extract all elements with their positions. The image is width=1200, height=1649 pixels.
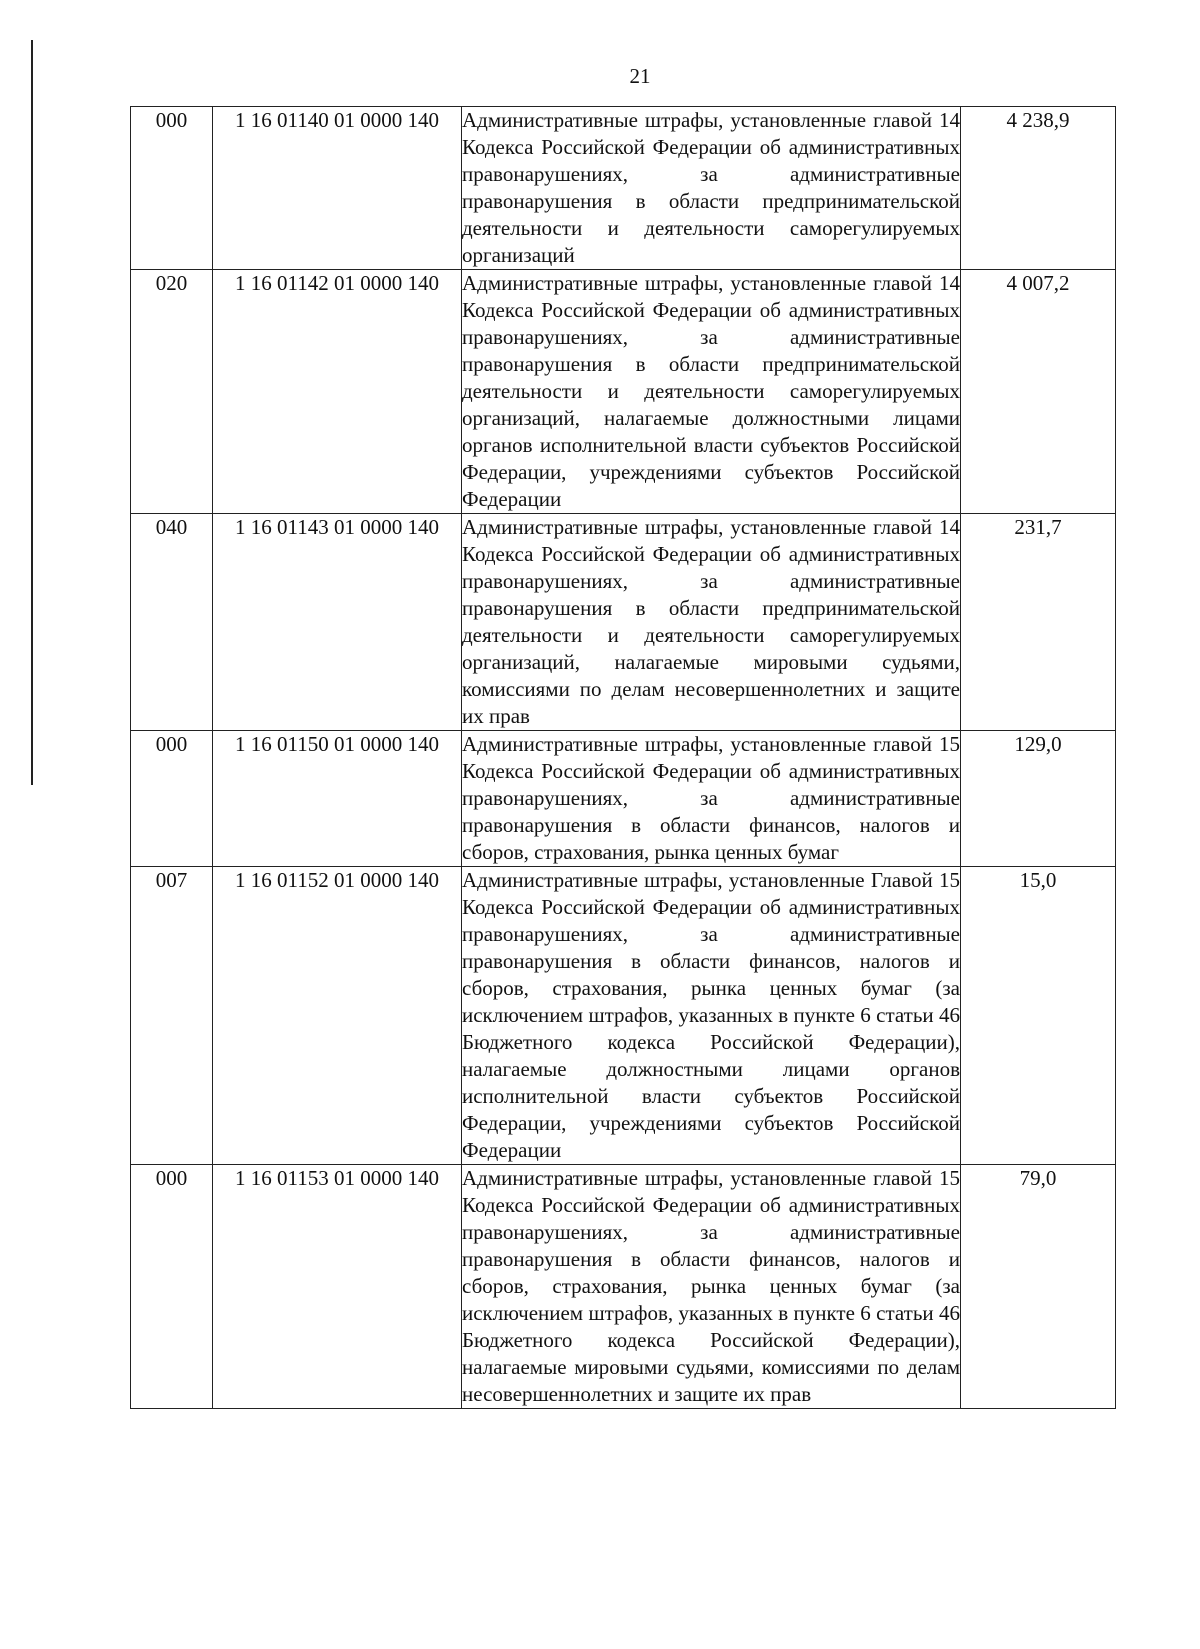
amount-cell: 231,7 bbox=[961, 514, 1116, 731]
budget-code-cell: 1 16 01150 01 0000 140 bbox=[213, 731, 462, 867]
budget-code-cell: 1 16 01140 01 0000 140 bbox=[213, 107, 462, 270]
description-cell: Административные штрафы, установленные Главой 15 Кодекса Российской Федерации об административных правонарушениях, за административные правонарушения в области финансов, налогов и сборов, страхования, рынка ценных бумаг (за исключением штрафов, указанных в пункте 6 статьи 46 Бюджетного кодекса Российской Федерации), налагаемые должностными лицами органов исполнительной власти субъектов Российской Федерации, учреждениями субъектов Российской Федерации bbox=[462, 867, 961, 1165]
admin-code-cell: 020 bbox=[131, 270, 213, 514]
binding-margin-line bbox=[31, 40, 33, 785]
amount-cell: 4 238,9 bbox=[961, 107, 1116, 270]
table-row bbox=[131, 1165, 1116, 1409]
description-cell: Административные штрафы, установленные главой 14 Кодекса Российской Федерации об административных правонарушениях, за административные правонарушения в области предпринимательской деятельности и деятельности саморегулируемых организаций, налагаемые должностными лицами органов исполнительной власти субъектов Российской Федерации, учреждениями субъектов Российской Федерации bbox=[462, 270, 961, 514]
amount-cell: 4 007,2 bbox=[961, 270, 1116, 514]
budget-code-cell: 1 16 01143 01 0000 140 bbox=[213, 514, 462, 731]
table-row bbox=[131, 107, 1116, 270]
budget-code-cell: 1 16 01142 01 0000 140 bbox=[213, 270, 462, 514]
table-row bbox=[131, 867, 1116, 1165]
description-cell: Административные штрафы, установленные главой 15 Кодекса Российской Федерации об административных правонарушениях, за административные правонарушения в области финансов, налогов и сборов, страхования, рынка ценных бумаг (за исключением штрафов, указанных в пункте 6 статьи 46 Бюджетного кодекса Российской Федерации), налагаемые мировыми судьями, комиссиями по делам несовершеннолетних и защите их прав bbox=[462, 1165, 961, 1409]
description-cell: Административные штрафы, установленные главой 15 Кодекса Российской Федерации об административных правонарушениях, за административные правонарушения в области финансов, налогов и сборов, страхования, рынка ценных бумаг bbox=[462, 731, 961, 867]
amount-cell: 15,0 bbox=[961, 867, 1116, 1165]
amount-cell: 79,0 bbox=[961, 1165, 1116, 1409]
table-row bbox=[131, 731, 1116, 867]
admin-code-cell: 000 bbox=[131, 107, 213, 270]
amount-cell: 129,0 bbox=[961, 731, 1116, 867]
table-row bbox=[131, 514, 1116, 731]
admin-code-cell: 000 bbox=[131, 1165, 213, 1409]
budget-revenue-table bbox=[130, 106, 1116, 1409]
table-row bbox=[131, 270, 1116, 514]
description-cell: Административные штрафы, установленные главой 14 Кодекса Российской Федерации об административных правонарушениях, за административные правонарушения в области предпринимательской деятельности и деятельности саморегулируемых организаций, налагаемые мировыми судьями, комиссиями по делам несовершеннолетних и защите их прав bbox=[462, 514, 961, 731]
description-cell: Административные штрафы, установленные главой 14 Кодекса Российской Федерации об административных правонарушениях, за административные правонарушения в области предпринимательской деятельности и деятельности саморегулируемых организаций bbox=[462, 107, 961, 270]
admin-code-cell: 040 bbox=[131, 514, 213, 731]
budget-code-cell: 1 16 01152 01 0000 140 bbox=[213, 867, 462, 1165]
budget-code-cell: 1 16 01153 01 0000 140 bbox=[213, 1165, 462, 1409]
admin-code-cell: 000 bbox=[131, 731, 213, 867]
admin-code-cell: 007 bbox=[131, 867, 213, 1165]
page-number: 21 bbox=[629, 64, 651, 88]
